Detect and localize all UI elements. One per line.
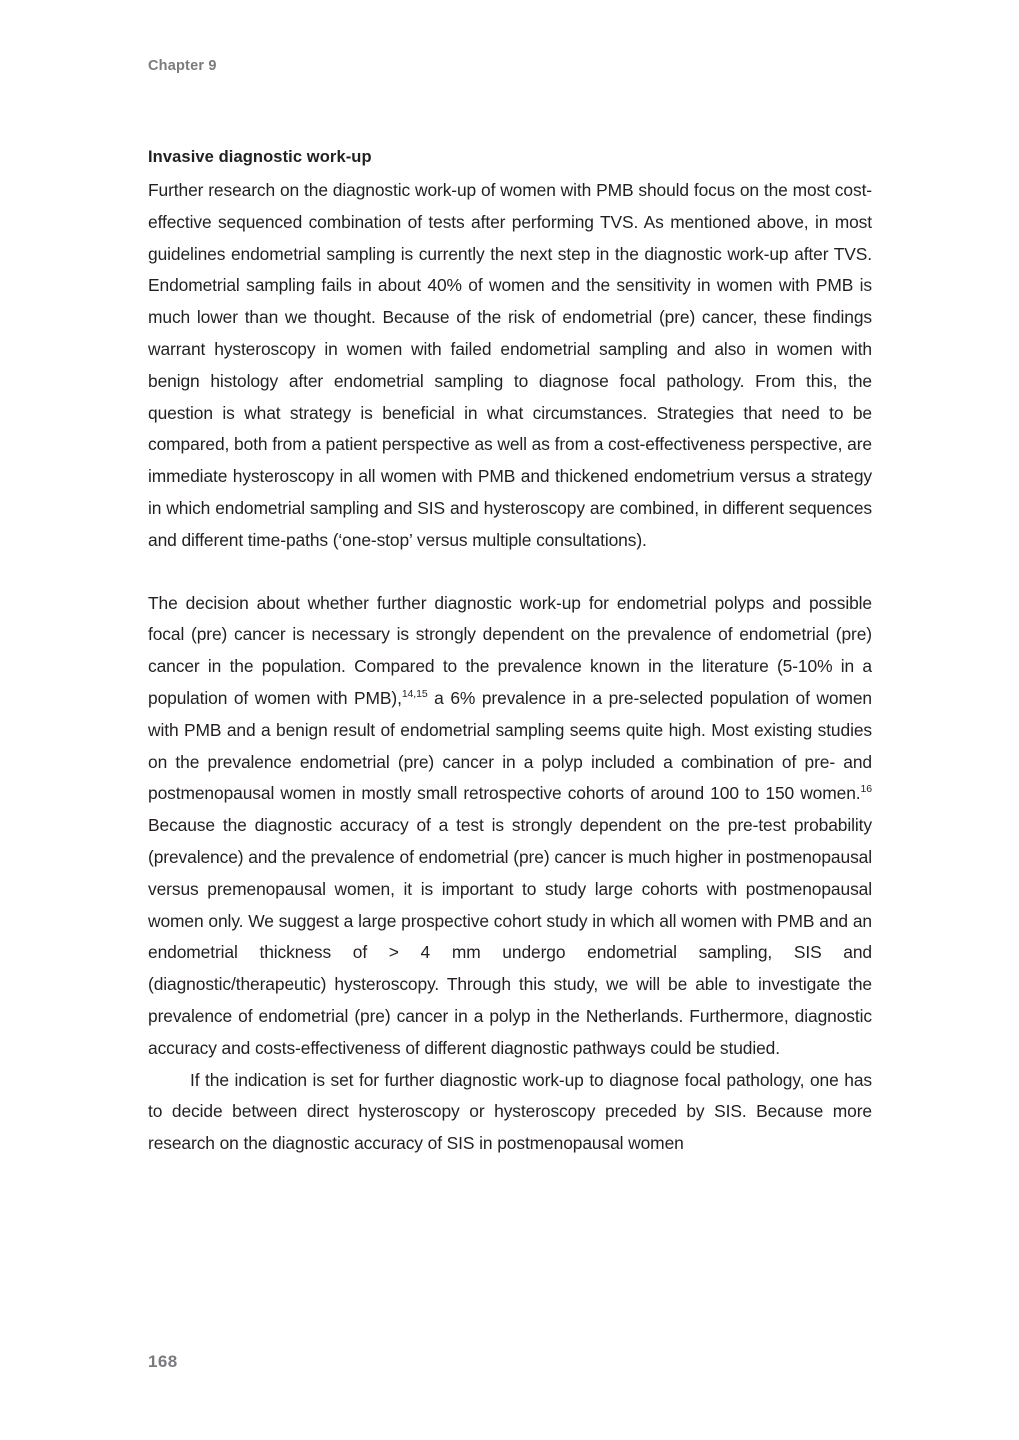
running-head: Chapter 9 xyxy=(148,58,217,74)
reference-marker-16: 16 xyxy=(860,783,872,796)
paragraph-2-part-a: The decision about whether further diagnostic work-up for endometrial polyps and possible focal (pre) cancer is necessary is strongly dependent on the prevalence of endometrial (pre) cancer in the population. Compared to the prevalence known in the literature (5-10% in a population of women with PMB), xyxy=(148,592,872,708)
paragraph-1: Further research on the diagnostic work-up of women with PMB should focus on the most cost-effective sequenced combination of tests after performing TVS. As mentioned above, in most guidelines endometrial sampling is currently the next step in the diagnostic work-up after TVS. Endometrial sampling fails in about 40% of women and the sensitivity in women with PMB is much lower than we thought. Because of the risk of endometrial (pre) cancer, these findings warrant hysteroscopy in women with failed endometrial sampling and also in women with benign histology after endometrial sampling to diagnose focal pathology. From this, the question is what strategy is beneficial in what circumstances. Strategies that need to be compared, both from a patient perspective as well as from a cost-effectiveness perspective, are immediate hysteroscopy in all women with PMB and thickened endometrium versus a strategy in which endometrial sampling and SIS and hysteroscopy are combined, in different sequences and different time-paths (‘one-stop’ versus multiple consultations). xyxy=(148,180,872,550)
page-number: 168 xyxy=(148,1352,178,1371)
paragraph-2-part-c: Because the diagnostic accuracy of a test is strongly dependent on the pre-test probability (prevalence) and the prevalence of endometrial (pre) cancer is much higher in postmenopausal versus premenopausal women, it is important to study large cohorts with postmenopausal women only. We suggest a large prospective cohort study in which all women with PMB and an endometrial thickness of > 4 mm undergo endometrial sampling, SIS and (diagnostic/therapeutic) hysteroscopy. Through this study, we will be able to investigate the prevalence of endometrial (pre) cancer in a polyp in the Netherlands. Furthermore, diagnostic accuracy and costs-effectiveness of different diagnostic pathways could be studied. xyxy=(148,815,872,1058)
reference-marker-14-15: 14,15 xyxy=(401,688,428,701)
section-heading: Invasive diagnostic work-up xyxy=(148,148,372,166)
page-content xyxy=(148,148,872,1160)
paragraph-2 xyxy=(148,588,872,1065)
paragraph-2-part-b: a 6% prevalence in a pre-selected population of women with PMB and a benign result of endometrial sampling seems quite high. Most existing studies on the prevalence endometrial (pre) cancer in a polyp included a combination of pre- and postmenopausal women in mostly small retrospective cohorts of around 100 to 150 women. xyxy=(148,687,872,804)
paragraph-3: If the indication is set for further diagnostic work-up to diagnose focal pathology, one has to decide between direct hysteroscopy or hysteroscopy preceded by SIS. Because more research on the diagnostic accuracy of SIS in postmenopausal women xyxy=(148,1069,872,1154)
